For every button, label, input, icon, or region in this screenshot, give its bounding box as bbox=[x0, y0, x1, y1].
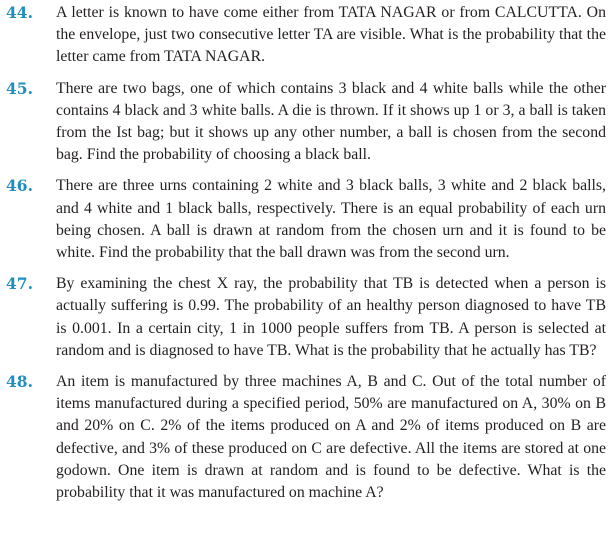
question-number: 47. bbox=[6, 274, 33, 294]
question-47 bbox=[4, 273, 606, 362]
question-number: 44. bbox=[6, 3, 33, 22]
question-text: There are three urns containing 2 white and 3 black balls, 3 white and 2 black balls, and 4 white and 1 black balls, respectively. There is an equal probability of each urn being chosen. A ball is drawn at random from the chosen urn and it is found to be white. Find the probability that the ball drawn was from the second urn. bbox=[56, 177, 606, 262]
question-45 bbox=[4, 78, 606, 167]
question-number: 45. bbox=[6, 78, 33, 98]
question-text: A letter is known to have come either from TATA NAGAR or from CALCUTTA. On the envelope, just two consecutive letter TA are visible. What is the probability that the letter came from TATA NAGAR. bbox=[56, 4, 606, 66]
question-text: By examining the chest X ray, the probability that TB is detected when a person is actually suffering is 0.99. The probability of an healthy person diagnosed to have TB is 0.001. In a certain city, 1 in 1000 people suffers from TB. A person is selected at random and is diagnosed to have TB. What is the probability that he actually has TB? bbox=[56, 275, 606, 359]
question-46 bbox=[4, 175, 606, 264]
question-number: 46. bbox=[6, 176, 33, 196]
question-number: 48. bbox=[6, 372, 33, 392]
question-text: An item is manufactured by three machines A, B and C. Out of the total number of items manufactured during a specified period, 50% are manufactured on A, 30% on B and 20% on C. 2% of the items produced on A and 2% of items produced on B are defective, and 3% of these produced on C are defective. All the items are stored at one godown. One item is drawn at random and is found to be defective. What is the probability that it was manufactured on machine A? bbox=[56, 373, 606, 502]
question-text: There are two bags, one of which contains 3 black and 4 white balls while the other contains 4 black and 3 white balls. A die is thrown. If it shows up 1 or 3, a ball is taken from the Ist bag; but it shows up any other number, a ball is chosen from the second bag. Find the probability of choosing a black ball. bbox=[56, 79, 606, 164]
question-48 bbox=[4, 371, 606, 504]
question-44 bbox=[4, 2, 606, 69]
